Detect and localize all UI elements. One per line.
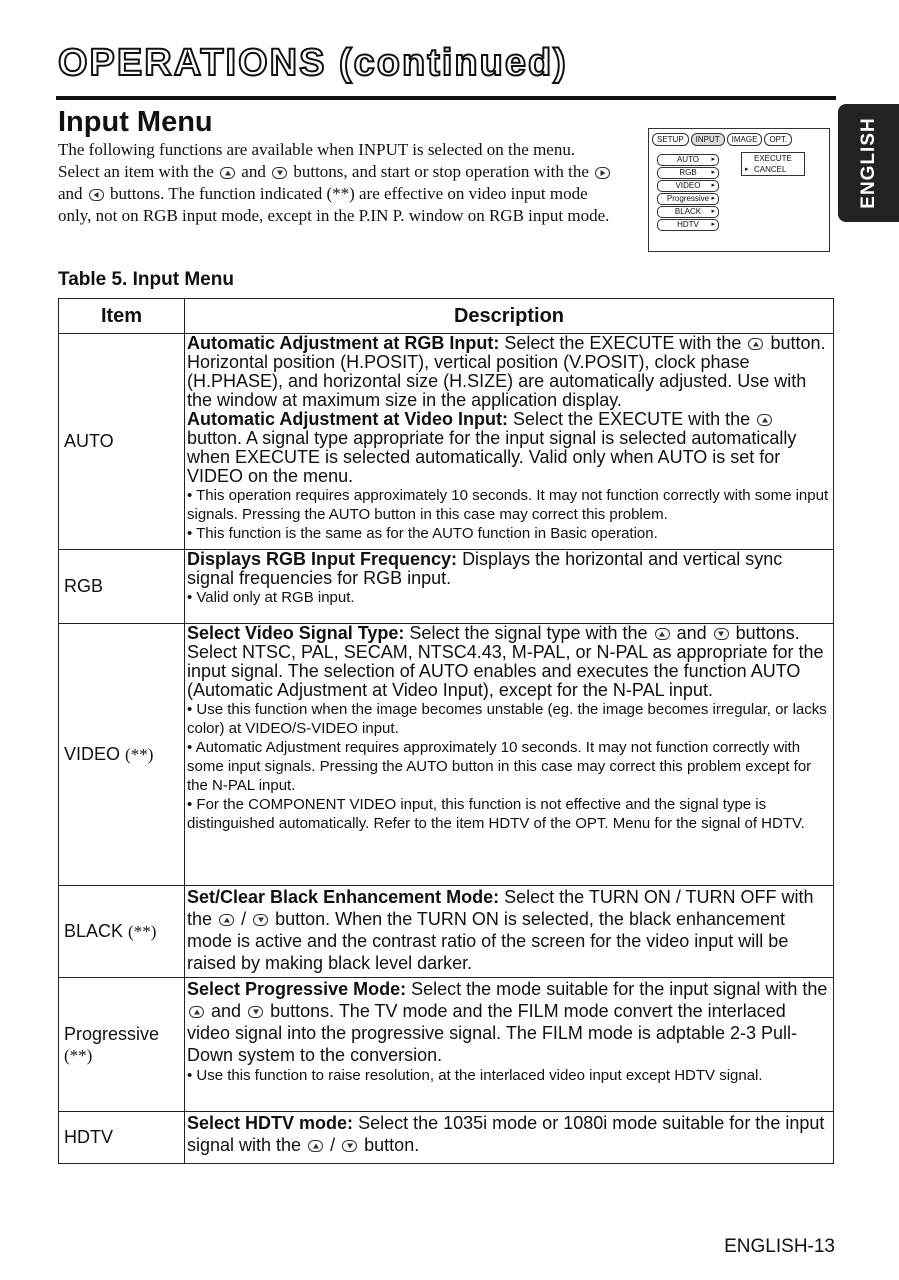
down-button-icon bbox=[253, 914, 268, 926]
menu-item-auto: AUTO ▸ bbox=[657, 154, 719, 166]
header-item: Item bbox=[59, 299, 185, 334]
down-button-icon bbox=[248, 1006, 263, 1018]
progressive-text-1a: Select the mode suitable for the input signal with the bbox=[411, 979, 828, 999]
page-title: OPERATIONS (continued) bbox=[58, 42, 568, 84]
video-text-1c: buttons. Select NTSC, PAL, SECAM, NTSC4.43, M-PAL, or N-PAL as appropriate for the input signal. The selection of AUTO enables and executes the function AUTO (Automatic Adjustment at Video Input), except for the N-PAL input. bbox=[187, 623, 824, 700]
video-bold-1: Select Video Signal Type: bbox=[187, 623, 405, 643]
video-item-label: VIDEO bbox=[64, 744, 121, 764]
menu-items bbox=[657, 154, 719, 232]
left-button-icon bbox=[89, 189, 104, 201]
row-video-description bbox=[185, 624, 834, 886]
up-button-icon bbox=[220, 167, 235, 179]
language-tab-label: ENGLISH bbox=[857, 117, 879, 209]
auto-bold-1: Automatic Adjustment at RGB Input: bbox=[187, 333, 500, 353]
submenu-cancel: ▸ CANCEL bbox=[742, 164, 804, 175]
progressive-item-mark: (**) bbox=[64, 1045, 93, 1065]
auto-text-1b: button. Horizontal position (H.POSIT), vertical position (V.POSIT), clock phase (H.PHASE), and horizontal size (H.SIZE) are automatically adjusted. Use with the window at maximum size in the application display. bbox=[187, 333, 826, 410]
hdtv-text-1b: / bbox=[330, 1135, 336, 1155]
auto-text-1a: Select the EXECUTE with the bbox=[504, 333, 742, 353]
black-bold-1: Set/Clear Black Enhancement Mode: bbox=[187, 887, 500, 907]
up-button-icon bbox=[748, 338, 763, 350]
black-item-label: BLACK bbox=[64, 921, 124, 941]
up-button-icon bbox=[189, 1006, 204, 1018]
menu-tab-opt: OPT. bbox=[764, 133, 792, 146]
row-video-item bbox=[59, 624, 185, 886]
intro-text-5: buttons. The function indicated (**) are effective on video input mode only, not on RGB input mode, except in the P.IN P. window on RGB input mode. bbox=[58, 184, 610, 225]
menu-tab-setup: SETUP bbox=[652, 133, 689, 146]
menu-item-rgb: RGB ▸ bbox=[657, 167, 719, 179]
section-title: Input Menu bbox=[58, 106, 213, 138]
intro-text-4: and bbox=[58, 184, 83, 203]
video-text-1b: and bbox=[676, 623, 707, 643]
auto-bold-2: Automatic Adjustment at Video Input: bbox=[187, 409, 509, 429]
intro-text-2: and bbox=[241, 162, 266, 181]
row-progressive-description bbox=[185, 978, 834, 1112]
rgb-note-1: • Valid only at RGB input. bbox=[187, 589, 355, 606]
rgb-text-1: Displays the horizontal and vertical sync signal frequencies for RGB input. bbox=[187, 549, 783, 588]
progressive-note-1: • Use this function to raise resolution, at the interlaced video input except HDTV signal. bbox=[187, 1067, 763, 1084]
video-note-2: • Automatic Adjustment requires approximately 10 seconds. It may not function correctly with some input signals. Pressing the AUTO button in this case may correct this problem except for the N-PAL input. bbox=[187, 739, 812, 794]
intro-text-3: buttons, and start or stop operation with the bbox=[293, 162, 589, 181]
progressive-text-1b: and bbox=[211, 1001, 242, 1021]
row-rgb-item: RGB bbox=[59, 550, 185, 624]
auto-text-2b: button. A signal type appropriate for the input signal is selected automatically when EXECUTE is selected automatically. Valid only when AUTO is set for VIDEO on the menu. bbox=[187, 428, 797, 486]
menu-screen-illustration bbox=[648, 128, 830, 252]
table-row bbox=[59, 550, 834, 624]
table-row bbox=[59, 1112, 834, 1164]
down-button-icon bbox=[272, 167, 287, 179]
title-rule bbox=[56, 96, 836, 100]
video-note-1: • Use this function when the image becomes unstable (eg. the image becomes irregular, or lacks color) at VIDEO/S-VIDEO input. bbox=[187, 701, 827, 737]
auto-note-1: • This operation requires approximately 10 seconds. It may not function correctly with some input signals. Pressing the AUTO button in this case may correct this problem. bbox=[187, 487, 829, 523]
table-row bbox=[59, 886, 834, 978]
up-button-icon bbox=[655, 628, 670, 640]
table-caption: Table 5. Input Menu bbox=[58, 269, 234, 290]
input-menu-table bbox=[58, 298, 834, 1164]
menu-submenu bbox=[741, 152, 805, 176]
menu-tab-input: INPUT bbox=[691, 133, 725, 146]
auto-note-2: • This function is the same as for the AUTO function in Basic operation. bbox=[187, 525, 658, 542]
down-button-icon bbox=[714, 628, 729, 640]
menu-item-video: VIDEO ▸ bbox=[657, 180, 719, 192]
video-item-mark: (**) bbox=[125, 745, 154, 764]
menu-item-progressive: Progressive ▸ bbox=[657, 193, 719, 205]
submenu-execute: EXECUTE bbox=[754, 154, 792, 163]
video-note-3: • For the COMPONENT VIDEO input, this function is not effective and the signal type is distinguished automatically. Refer to the item HDTV of the OPT. Menu for the signal of HDTV. bbox=[187, 796, 805, 832]
rgb-bold-1: Displays RGB Input Frequency: bbox=[187, 549, 458, 569]
row-progressive-item bbox=[59, 978, 185, 1112]
black-text-1b: / bbox=[241, 909, 247, 929]
progressive-text-1c: buttons. The TV mode and the FILM mode convert the interlaced video signal into the progressive signal. The FILM mode is adptable 2-3 Pull-Down system to the conversion. bbox=[187, 1001, 797, 1065]
hdtv-text-1a: Select the 1035i mode or 1080i mode suitable for the input signal with the bbox=[187, 1113, 825, 1155]
black-text-1a: Select the TURN ON / TURN OFF with the bbox=[187, 887, 814, 929]
up-button-icon bbox=[219, 914, 234, 926]
table-row bbox=[59, 978, 834, 1112]
progressive-bold-1: Select Progressive Mode: bbox=[187, 979, 407, 999]
intro-paragraph bbox=[58, 139, 618, 227]
row-hdtv-item: HDTV bbox=[59, 1112, 185, 1164]
row-auto-item: AUTO bbox=[59, 334, 185, 550]
row-hdtv-description bbox=[185, 1112, 834, 1164]
right-button-icon bbox=[595, 167, 610, 179]
table-header-row bbox=[59, 299, 834, 334]
hdtv-text-1c: button. bbox=[364, 1135, 420, 1155]
row-auto-description bbox=[185, 334, 834, 550]
down-button-icon bbox=[342, 1140, 357, 1152]
black-text-1c: button. When the TURN ON is selected, the black enhancement mode is active and the contrast ratio of the screen for the video input will be raised by making black level darker. bbox=[187, 909, 789, 973]
intro-text-1: The following functions are available when INPUT is selected on the menu. Select an item with the bbox=[58, 140, 576, 181]
header-description: Description bbox=[185, 299, 834, 334]
video-text-1a: Select the signal type with the bbox=[409, 623, 648, 643]
auto-text-2a: Select the EXECUTE with the bbox=[513, 409, 751, 429]
menu-item-hdtv: HDTV ▸ bbox=[657, 219, 719, 231]
progressive-item-label: Progressive bbox=[64, 1023, 160, 1044]
page-number: ENGLISH-13 bbox=[724, 1236, 835, 1257]
hdtv-bold-1: Select HDTV mode: bbox=[187, 1113, 354, 1133]
table-row bbox=[59, 334, 834, 550]
row-black-description bbox=[185, 886, 834, 978]
menu-tabs bbox=[652, 133, 792, 146]
up-button-icon bbox=[757, 414, 772, 426]
language-tab bbox=[838, 104, 899, 222]
black-item-mark: (**) bbox=[128, 922, 157, 941]
menu-item-black: BLACK ▸ bbox=[657, 206, 719, 218]
table-row bbox=[59, 624, 834, 886]
menu-tab-image: IMAGE bbox=[727, 133, 763, 146]
row-rgb-description bbox=[185, 550, 834, 624]
row-black-item bbox=[59, 886, 185, 978]
up-button-icon bbox=[308, 1140, 323, 1152]
